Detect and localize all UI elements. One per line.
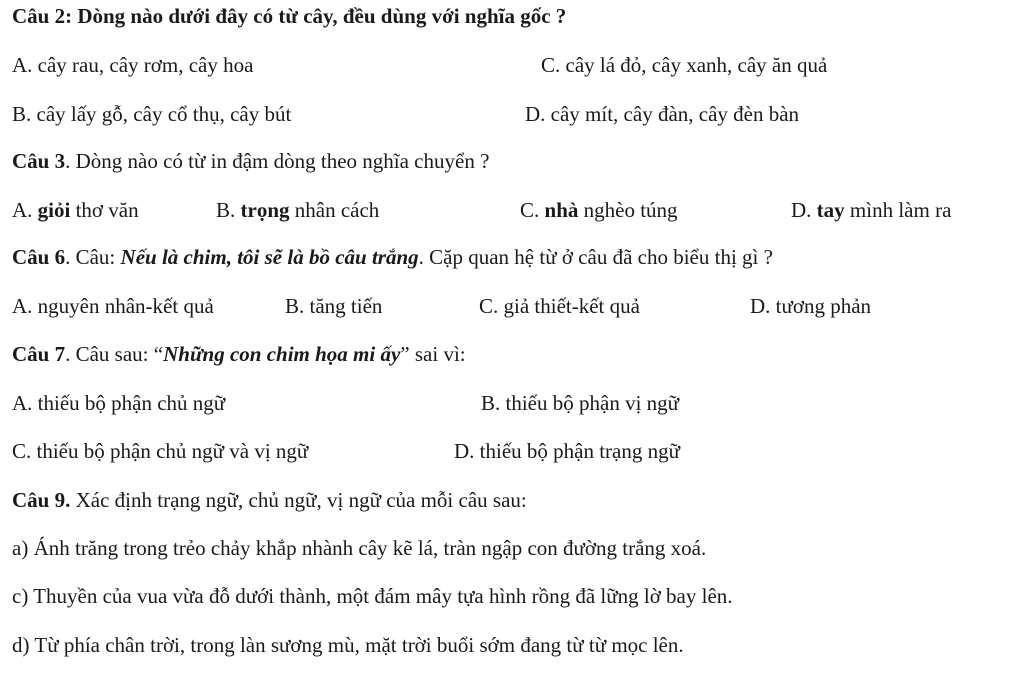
question-6-option-b: B. tăng tiến <box>285 294 383 318</box>
question-7-sentence: Những con chim họa mi ấy <box>163 342 401 366</box>
question-6-heading <box>12 247 773 268</box>
question-2-option-d: D. cây mít, cây đàn, cây đèn bàn <box>525 102 800 126</box>
option-c-bold-word: nhà <box>544 198 579 222</box>
option-a-prefix: A. <box>12 198 38 222</box>
option-c-rest: nghèo túng <box>578 198 678 222</box>
question-6-option-d: D. tương phản <box>750 294 872 318</box>
question-7-option-c: C. thiếu bộ phận chủ ngữ và vị ngữ <box>12 439 309 463</box>
question-3-option-c <box>520 200 678 221</box>
question-2-option-c: C. cây lá đỏ, cây xanh, cây ăn quả <box>541 53 828 77</box>
question-3-option-b <box>216 200 379 221</box>
question-6-text-2: . Cặp quan hệ từ ở câu đã cho biểu thị gì ? <box>418 245 773 269</box>
question-3-label: Câu 3 <box>12 149 66 173</box>
option-d-prefix: D. <box>791 198 817 222</box>
option-b-rest: nhân cách <box>289 198 380 222</box>
question-9-text: Xác định trạng ngữ, chủ ngữ, vị ngữ của mỗi câu sau: <box>70 488 527 512</box>
question-6-text-1: . Câu: <box>65 245 121 269</box>
question-7-label: Câu 7 <box>12 342 66 366</box>
question-7-text-1: . Câu sau: “ <box>65 342 164 366</box>
option-b-prefix: B. <box>216 198 241 222</box>
question-7-text-2: ” sai vì: <box>400 342 466 366</box>
question-3-text: . Dòng nào có từ in đậm dòng theo nghĩa chuyển ? <box>65 149 490 173</box>
question-6-option-a: A. nguyên nhân-kết quả <box>12 294 214 318</box>
question-9-label: Câu 9. <box>12 488 71 512</box>
question-9-item-d: d) Từ phía chân trời, trong làn sương mù, mặt trời buổi sớm đang từ từ mọc lên. <box>12 633 684 657</box>
question-9-heading <box>12 490 527 511</box>
option-d-rest: mình làm ra <box>844 198 952 222</box>
question-6-sentence: Nếu là chim, tôi sẽ là bồ câu trắng <box>120 245 419 269</box>
question-9-item-c: c) Thuyền của vua vừa đỗ dưới thành, một đám mây tựa hình rồng đã lững lờ bay lên. <box>12 584 733 608</box>
question-2-option-b: B. cây lấy gỗ, cây cổ thụ, cây bút <box>12 102 292 126</box>
question-2-heading <box>12 6 566 27</box>
question-9-item-a: a) Ánh trăng trong trẻo chảy khắp nhành cây kẽ lá, tràn ngập con đường trắng xoá. <box>12 536 707 560</box>
question-2-option-a: A. cây rau, cây rơm, cây hoa <box>12 53 254 77</box>
question-6-option-c: C. giả thiết-kết quả <box>479 294 640 318</box>
option-a-rest: thơ văn <box>70 198 139 222</box>
option-d-bold-word: tay <box>816 198 845 222</box>
question-3-option-d <box>791 200 951 221</box>
option-a-bold-word: giỏi <box>37 198 71 222</box>
question-3-option-a <box>12 200 139 221</box>
question-6-label: Câu 6 <box>12 245 66 269</box>
option-c-prefix: C. <box>520 198 545 222</box>
question-7-option-a: A. thiếu bộ phận chủ ngữ <box>12 391 226 415</box>
option-b-bold-word: trọng <box>240 198 290 222</box>
question-7-option-d: D. thiếu bộ phận trạng ngữ <box>454 439 681 463</box>
question-7-option-b: B. thiếu bộ phận vị ngữ <box>481 391 680 415</box>
question-7-heading <box>12 344 466 365</box>
question-3-heading <box>12 151 489 172</box>
question-2-text: Câu 2: Dòng nào dưới đây có từ cây, đều dùng với nghĩa gốc ? <box>12 4 567 28</box>
